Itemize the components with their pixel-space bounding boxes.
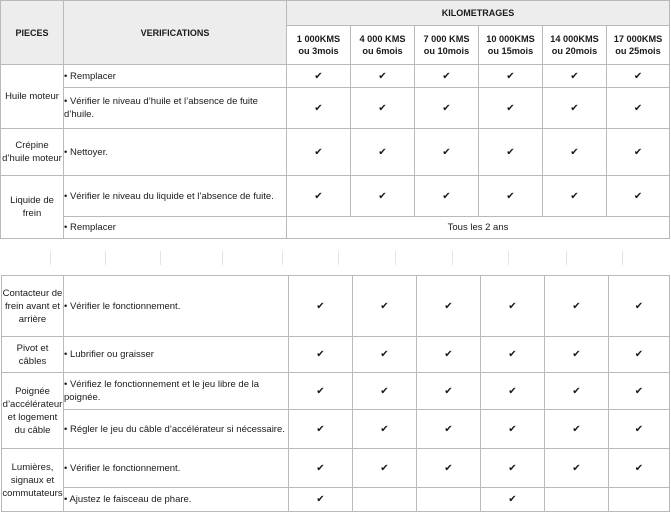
check-mark-icon: ✔ [481, 488, 545, 512]
interval-header: 7 000 KMS ou 10mois [415, 26, 479, 65]
verification-text: • Ajustez le faisceau de phare. [64, 488, 289, 512]
check-mark-icon: ✔ [481, 276, 545, 337]
piece-name: Liquide de frein [1, 176, 64, 239]
interval-header: 17 000KMS ou 25mois [607, 26, 670, 65]
table-row [2, 449, 670, 488]
table-row [1, 176, 670, 217]
verification-text: • Nettoyer. [64, 129, 287, 176]
check-mark-icon: ✔ [607, 176, 670, 217]
check-mark-icon: ✔ [545, 449, 609, 488]
piece-name: Huile moteur [1, 65, 64, 129]
check-mark-icon: ✔ [479, 176, 543, 217]
check-mark-icon: ✔ [417, 449, 481, 488]
check-mark-icon: ✔ [287, 88, 351, 129]
check-mark-icon: ✔ [545, 337, 609, 373]
verification-text: • Régler le jeu du câble d’accélérateur si nécessaire. [64, 410, 289, 449]
check-mark-icon: ✔ [351, 129, 415, 176]
check-mark-icon: ✔ [351, 176, 415, 217]
check-mark-icon: ✔ [351, 88, 415, 129]
empty-cell [353, 488, 417, 512]
check-mark-icon: ✔ [415, 88, 479, 129]
check-mark-icon: ✔ [287, 176, 351, 217]
table-row [2, 410, 670, 449]
check-mark-icon: ✔ [289, 449, 353, 488]
check-mark-icon: ✔ [543, 176, 607, 217]
interval-header: 10 000KMS ou 15mois [479, 26, 543, 65]
maintenance-table-2 [1, 275, 670, 512]
piece-name: Contacteur de frein avant et arrière [2, 276, 64, 337]
piece-name: Lumières, signaux et commutateurs [2, 449, 64, 512]
table-row [1, 129, 670, 176]
table-row [1, 88, 670, 129]
empty-cell [417, 488, 481, 512]
check-mark-icon: ✔ [289, 337, 353, 373]
check-mark-icon: ✔ [417, 410, 481, 449]
check-mark-icon: ✔ [353, 276, 417, 337]
verification-text: • Vérifier le fonctionnement. [64, 449, 289, 488]
verification-text: • Remplacer [64, 217, 287, 239]
check-mark-icon: ✔ [479, 65, 543, 88]
piece-name: Crépine d’huile moteur [1, 129, 64, 176]
check-mark-icon: ✔ [545, 410, 609, 449]
check-mark-icon: ✔ [481, 410, 545, 449]
check-mark-icon: ✔ [353, 337, 417, 373]
check-mark-icon: ✔ [545, 276, 609, 337]
check-mark-icon: ✔ [289, 488, 353, 512]
table-row [2, 373, 670, 410]
table-row [2, 488, 670, 512]
check-mark-icon: ✔ [607, 88, 670, 129]
check-mark-icon: ✔ [287, 129, 351, 176]
verification-text: • Vérifier le niveau d’huile et l’absence de fuite d’huile. [64, 88, 287, 129]
check-mark-icon: ✔ [481, 373, 545, 410]
check-mark-icon: ✔ [289, 410, 353, 449]
section-gap [0, 251, 671, 265]
check-mark-icon: ✔ [353, 373, 417, 410]
verification-text: • Vérifier le fonctionnement. [64, 276, 289, 337]
check-mark-icon: ✔ [415, 65, 479, 88]
check-mark-icon: ✔ [289, 373, 353, 410]
check-mark-icon: ✔ [545, 373, 609, 410]
interval-header: 1 000KMS ou 3mois [287, 26, 351, 65]
check-mark-icon: ✔ [543, 88, 607, 129]
check-mark-icon: ✔ [415, 129, 479, 176]
check-mark-icon: ✔ [609, 449, 670, 488]
check-mark-icon: ✔ [417, 373, 481, 410]
check-mark-icon: ✔ [417, 337, 481, 373]
verification-text: • Remplacer [64, 65, 287, 88]
check-mark-icon: ✔ [481, 449, 545, 488]
check-mark-icon: ✔ [479, 88, 543, 129]
check-mark-icon: ✔ [607, 129, 670, 176]
header-pieces: PIECES [1, 1, 64, 65]
check-mark-icon: ✔ [479, 129, 543, 176]
check-mark-icon: ✔ [353, 410, 417, 449]
check-mark-icon: ✔ [543, 129, 607, 176]
verification-text: • Vérifiez le fonctionnement et le jeu libre de la poignée. [64, 373, 289, 410]
check-mark-icon: ✔ [481, 337, 545, 373]
header-verifications: VERIFICATIONS [64, 1, 287, 65]
check-mark-icon: ✔ [609, 373, 670, 410]
check-mark-icon: ✔ [609, 276, 670, 337]
check-mark-icon: ✔ [351, 65, 415, 88]
check-mark-icon: ✔ [609, 410, 670, 449]
verification-text: • Lubrifier ou graisser [64, 337, 289, 373]
piece-name: Pivot et câbles [2, 337, 64, 373]
interval-header: 14 000KMS ou 20mois [543, 26, 607, 65]
check-mark-icon: ✔ [417, 276, 481, 337]
maintenance-table-1 [0, 0, 670, 239]
check-mark-icon: ✔ [353, 449, 417, 488]
check-mark-icon: ✔ [289, 276, 353, 337]
interval-header: 4 000 KMS ou 6mois [351, 26, 415, 65]
header-kilometrages: KILOMETRAGES [287, 1, 670, 26]
empty-cell [609, 488, 670, 512]
check-mark-icon: ✔ [287, 65, 351, 88]
table-row [2, 276, 670, 337]
empty-cell [545, 488, 609, 512]
table-row [1, 217, 670, 239]
check-mark-icon: ✔ [607, 65, 670, 88]
check-mark-icon: ✔ [415, 176, 479, 217]
table-row [2, 337, 670, 373]
check-mark-icon: ✔ [609, 337, 670, 373]
check-mark-icon: ✔ [543, 65, 607, 88]
table-row [1, 65, 670, 88]
interval-note: Tous les 2 ans [287, 217, 670, 239]
piece-name: Poignée d’accélérateur et logement du câble [2, 373, 64, 449]
verification-text: • Vérifier le niveau du liquide et l’absence de fuite. [64, 176, 287, 217]
